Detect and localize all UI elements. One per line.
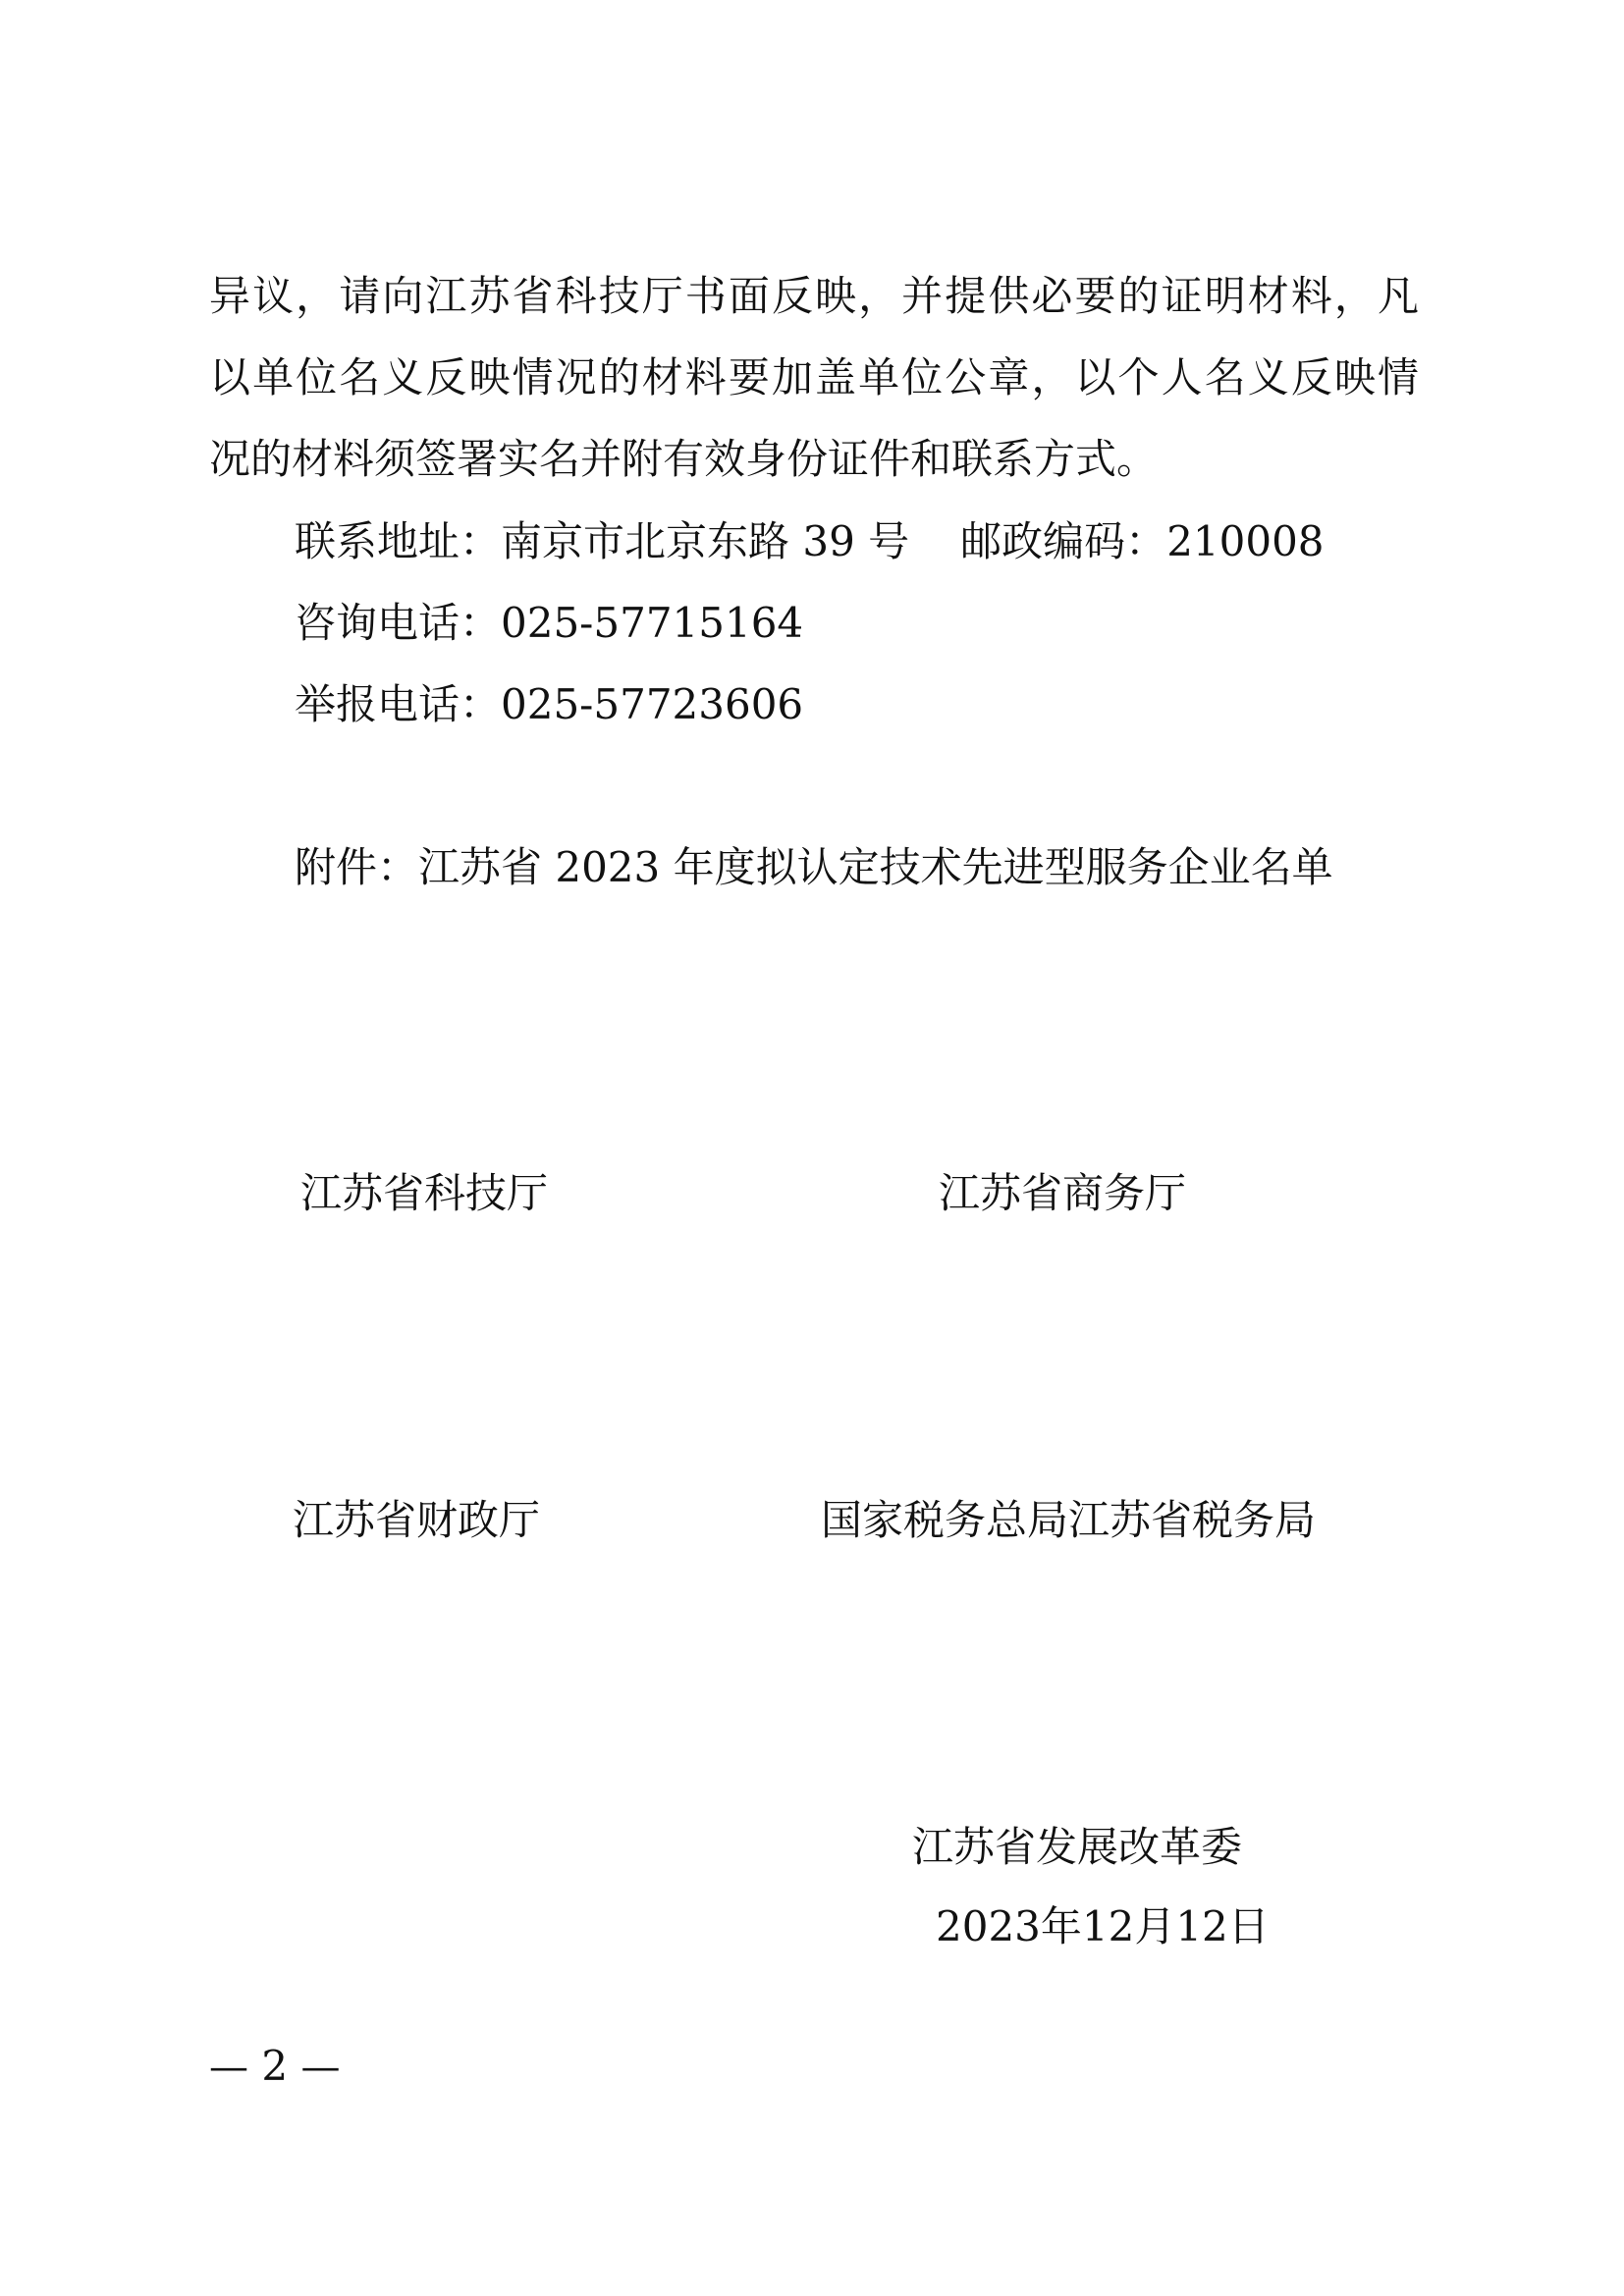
signature-tax-bureau: 国家税务总局江苏省税务局 bbox=[821, 1496, 1317, 1544]
signature-finance-dept: 江苏省财政厅 bbox=[293, 1496, 541, 1544]
contact-address-line bbox=[295, 517, 1325, 566]
paragraph-line-2: 以单位名义反映情况的材料要加盖单位公章，以个人名义反映情 bbox=[209, 353, 1419, 401]
attachment-label: 附件： bbox=[295, 843, 419, 891]
document-date: 2023年12月12日 bbox=[936, 1902, 1270, 1950]
report-phone-value: 025-57723606 bbox=[501, 680, 804, 728]
address-label: 联系地址： bbox=[295, 517, 502, 565]
footer-dash-right: — bbox=[300, 2045, 341, 2090]
report-phone-label: 举报电话： bbox=[295, 680, 502, 728]
attachment-title: 江苏省 2023 年度拟认定技术先进型服务企业名单 bbox=[418, 843, 1333, 891]
consult-phone-label: 咨询电话： bbox=[295, 599, 502, 647]
paragraph-line-1: 异议，请向江苏省科技厅书面反映，并提供必要的证明材料，凡 bbox=[209, 272, 1419, 320]
paragraph-line-3: 况的材料须签署实名并附有效身份证件和联系方式。 bbox=[209, 435, 1159, 483]
address-value: 南京市北京东路 39 号 bbox=[501, 517, 910, 565]
attachment-line bbox=[295, 843, 1333, 892]
page-number: 2 bbox=[261, 2042, 289, 2090]
signature-development-reform-commission: 江苏省发展改革委 bbox=[912, 1823, 1243, 1871]
page-footer bbox=[209, 2042, 340, 2092]
signature-science-dept: 江苏省科技厅 bbox=[300, 1169, 549, 1217]
postcode-value: 210008 bbox=[1166, 517, 1325, 565]
consult-phone-value: 025-57715164 bbox=[501, 599, 804, 647]
signature-commerce-dept: 江苏省商务厅 bbox=[939, 1169, 1187, 1217]
footer-dash-left: — bbox=[209, 2045, 248, 2090]
postcode-label: 邮政编码： bbox=[960, 517, 1167, 565]
report-phone-line bbox=[295, 680, 803, 729]
consult-phone-line bbox=[295, 599, 803, 648]
